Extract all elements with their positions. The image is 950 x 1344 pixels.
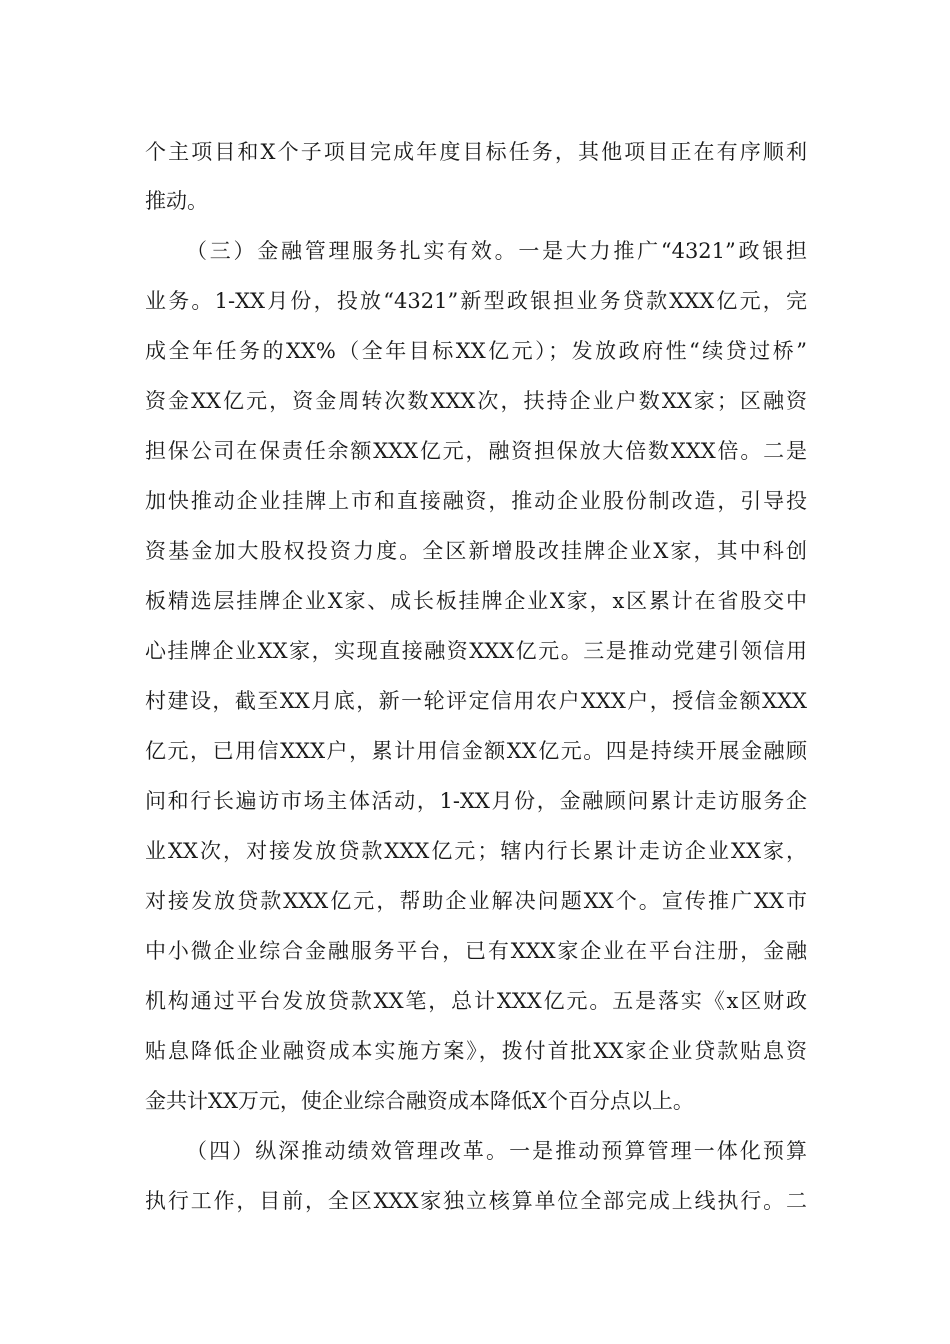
text-line-8: 加快推动企业挂牌上市和直接融资，推动企业股份制改造，引导投 xyxy=(145,489,807,513)
text-line-9: 资基金加大股权投资力度。全区新增股改挂牌企业X家，其中科创 xyxy=(145,539,807,563)
text-line-22: 执行工作，目前，全区XXX家独立核算单位全部完成上线执行。二 xyxy=(145,1189,807,1213)
text-line-7: 担保公司在保责任余额XXX亿元，融资担保放大倍数XXX倍。二是 xyxy=(145,439,807,463)
text-line-5: 成全年任务的XX%（全年目标XX亿元）；发放政府性“续贷过桥” xyxy=(145,339,807,363)
text-line-11: 心挂牌企业XX家，实现直接融资XXX亿元。三是推动党建引领信用 xyxy=(145,639,807,663)
text-line-12: 村建设，截至XX月底，新一轮评定信用农户XXX户，授信金额XXX xyxy=(145,689,807,713)
text-line-19: 贴息降低企业融资成本实施方案》，拨付首批XX家企业贷款贴息资 xyxy=(145,1039,807,1063)
text-line-21: （四）纵深推动绩效管理改革。一是推动预算管理一体化预算 xyxy=(186,1139,807,1163)
text-line-1: 个主项目和X个子项目完成年度目标任务，其他项目正在有序顺利 xyxy=(145,140,807,164)
text-line-4: 业务。1-XX月份，投放“4321”新型政银担业务贷款XXX亿元，完 xyxy=(145,289,807,313)
text-line-13: 亿元，已用信XXX户，累计用信金额XX亿元。四是持续开展金融顾 xyxy=(145,739,807,763)
text-line-10: 板精选层挂牌企业X家、成长板挂牌企业X家，x区累计在省股交中 xyxy=(145,589,807,613)
text-line-18: 机构通过平台发放贷款XX笔，总计XXX亿元。五是落实《x区财政 xyxy=(145,989,807,1013)
text-line-14: 问和行长遍访市场主体活动，1-XX月份，金融顾问累计走访服务企 xyxy=(145,789,807,813)
text-line-17: 中小微企业综合金融服务平台，已有XXX家企业在平台注册，金融 xyxy=(145,939,807,963)
text-line-2: 推动。 xyxy=(145,189,208,213)
text-line-20: 金共计XX万元，使企业综合融资成本降低X个百分点以上。 xyxy=(145,1089,694,1113)
text-line-3: （三）金融管理服务扎实有效。一是大力推广“4321”政银担 xyxy=(186,239,807,263)
text-line-15: 业XX次，对接发放贷款XXX亿元；辖内行长累计走访企业XX家， xyxy=(145,839,807,863)
text-line-16: 对接发放贷款XXX亿元，帮助企业解决问题XX个。宣传推广XX市 xyxy=(145,889,807,913)
text-line-6: 资金XX亿元，资金周转次数XXX次，扶持企业户数XX家；区融资 xyxy=(145,389,807,413)
